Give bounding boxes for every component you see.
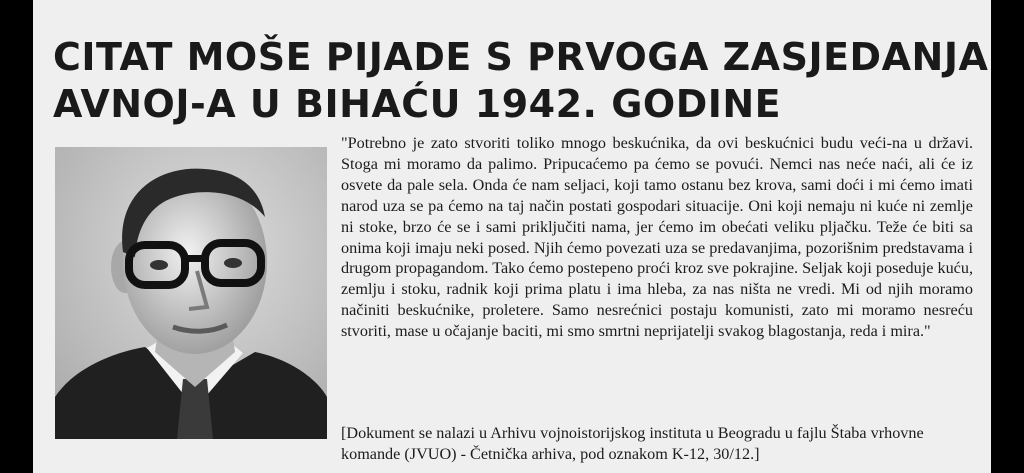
quote-text: "Potrebno je zato stvoriti toliko mnogo beskućnika, da ovi beskućnici budu veći-na u državi. Stoga mi moramo da palimo. Pripucaćemo pa ćemo se povući. Nemci nas neće naći, ali će iz osvete da pale sela. Onda će nam seljaci, koji tamo ostanu bez krova, sami doći i mi ćemo imati narod uza se pa ćemo na taj način postati gospodari situacije. Oni koji nemaju ni kuće ni zemlje ni stoke, brzo će se i sami priključiti nama, jer ćemo im obećati veliku pljačku. Teže će biti sa onima koji imaju neki posed. Njih ćemo povezati uza se predavanjima, pozorišnim predstavama i drugom propagandom. Tako ćemo postepeno proći kroz sve pokrajine. Seljak koji poseduje kuću, zemlju i stoku, radnik koji prima platu i ima hleba, za nas ništa ne vredi. Mi od njih moramo načiniti beskućnike, proletere. Samo nesrećnici postaju komunisti, zato mi moramo nesreću stvoriti, mase u očajanje baciti, mi smo smrtni neprijatelji svakog blagostanja, reda i mira." <box>341 134 973 341</box>
headline-line-1: CITAT MOŠE PIJADE S PRVOGA ZASJEDANJA <box>53 35 989 79</box>
source-note: [Dokument se nalazi u Arhivu vojnoistorijskog instituta u Beogradu u fajlu Štaba vrhovne komande (JVUO) - Četnička arhiva, pod oznakom K-12, 30/12.] <box>341 424 924 463</box>
portrait-image <box>55 147 327 439</box>
portrait-photo <box>55 147 327 439</box>
headline <box>53 34 989 128</box>
newspaper-clipping <box>33 0 991 473</box>
headline-line-2: AVNOJ-A U BIHAĆU 1942. GODINE <box>53 82 782 126</box>
